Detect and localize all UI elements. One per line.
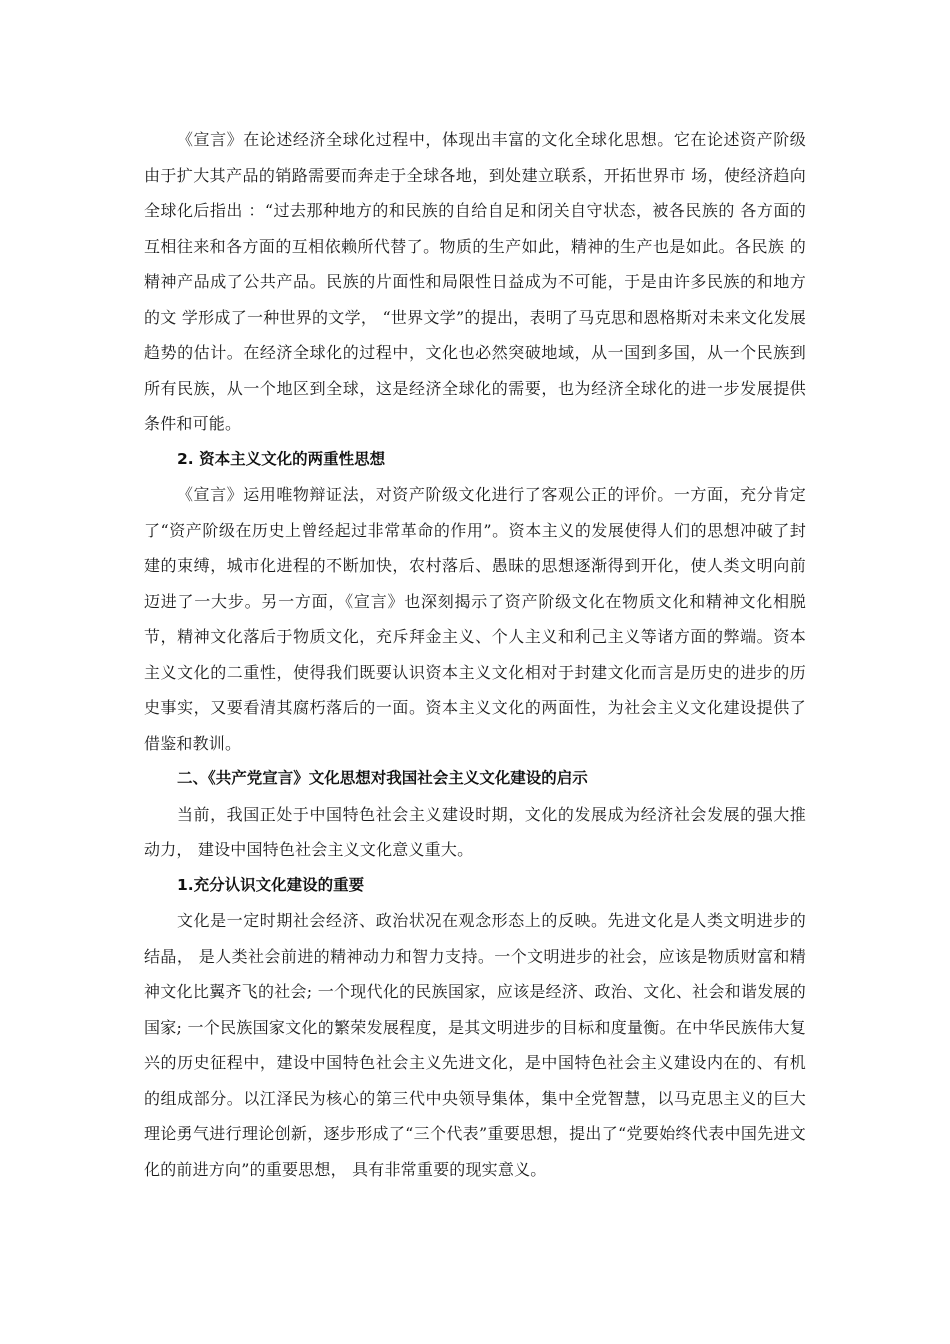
paragraph-capitalist-culture-duality: 《宣言》运用唯物辩证法，对资产阶级文化进行了客观公正的评价。一方面，充分肯定了“资产阶级在历史上曾经起过非常革命的作用”。资本主义的发展使得人们的思想冲破了封建的束缚，城市化进程的不断加快，农村落后、愚昧的思想逐渐得到开化，使人类文明向前迈进了一大步。另一方面，《宣言》也深刻揭示了资产阶级文化在物质文化和精神文化相脱节，精神文化落后于物质文化，充斥拜金主义、个人主义和利己主义等诸方面的弊端。资本主义文化的二重性，使得我们既要认识资本主义文化相对于封建文化而言是历史的进步的历史事实，又要看清其腐朽落后的一面。资本主义文化的两面性，为社会主义文化建设提供了借鉴和教训。 — [144, 485, 806, 753]
section-heading-importance: 1.充分认识文化建设的重要 — [177, 875, 365, 894]
section-heading-duality: 2. 资本主义文化的两重性思想 — [177, 449, 386, 468]
paragraph-cultural-globalization: 《宣言》在论述经济全球化过程中，体现出丰富的文化全球化思想。它在论述资产阶级由于扩大其产品的销路需要而奔走于全球各地，到处建立联系，开拓世界市 场，使经济趋向全球化后指出 ：“过去那种地方的和民族的自给自足和闭关自守状态，被各民族的 各方面的互相往来和各方面的互相依赖所代替了。物质的生产如此，精神的生产也是如此。各民族 的精神产品成了公共产品。民族的片面性和局限性日益成为不可能，于是由许多民族的和地方的文 学形成了一种世界的文学， “世界文学”的提出，表明了马克思和恩格斯对未来文化发展趋势的估计。在经济全球化的过程中，文化也必然突破地域，从一国到多国，从一个民族到所有民族，从一个地区到全球，这是经济全球化的需要，也为经济全球化的进一步发展提供条件和可能。 — [144, 130, 806, 433]
paragraph-culture-importance: 文化是一定时期社会经济、政治状况在观念形态上的反映。先进文化是人类文明进步的结晶， 是人类社会前进的精神动力和智力支持。一个文明进步的社会，应该是物质财富和精神文化比翼齐飞的社会; 一个现代化的民族国家，应该是经济、政治、文化、社会和谐发展的国家; 一个民族国家文化的繁荣发展程度，是其文明进步的目标和度量衡。在中华民族伟大复兴的历史征程中，建设中国特色社会主义先进文化，是中国特色社会主义建设内在的、有机的组成部分。以江泽民为核心的第三代中央领导集体，集中全党智慧，以马克思主义的巨大理论勇气进行理论创新，逐步形成了“三个代表”重要思想，提出了“党要始终代表中国先进文化的前进方向”的重要思想， 具有非常重要的现实意义。 — [144, 911, 806, 1179]
chapter-heading-enlightenment: 二、《共产党宣言》文化思想对我国社会主义文化建设的启示 — [177, 769, 588, 787]
paragraph-current-period: 当前，我国正处于中国特色社会主义建设时期，文化的发展成为经济社会发展的强大推动力， 建设中国特色社会主义文化意义重大。 — [144, 804, 806, 859]
document-body — [144, 122, 806, 1187]
